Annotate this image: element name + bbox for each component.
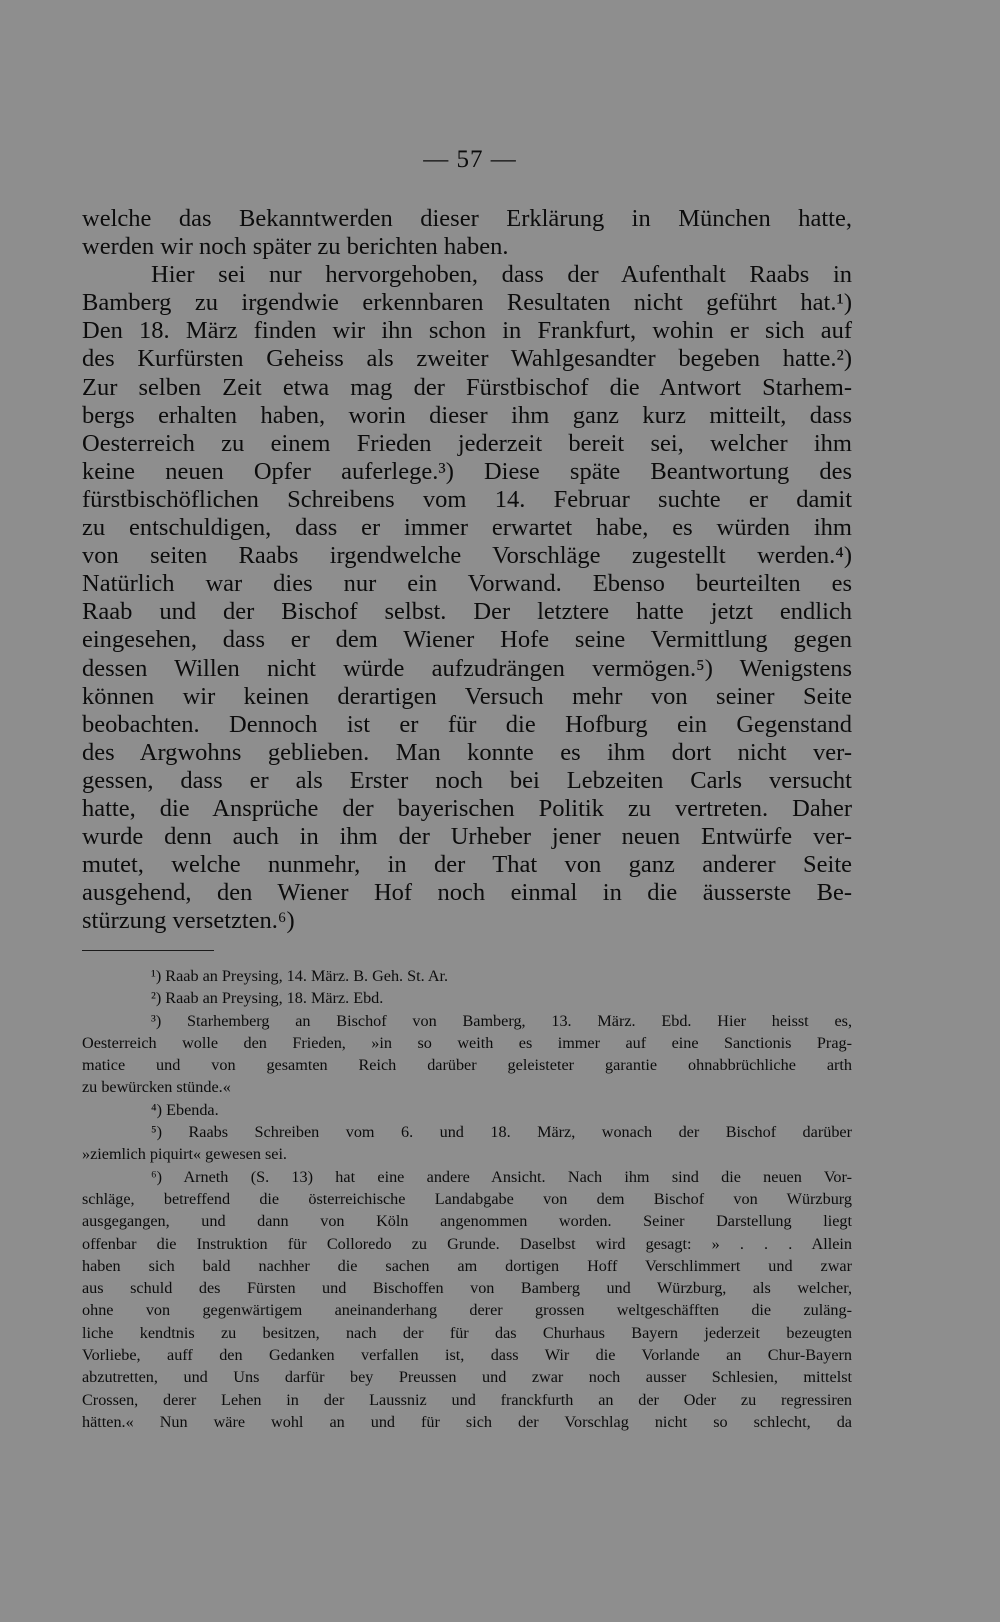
footnote-line: »ziemlich piquirt« gewesen sei. — [82, 1145, 287, 1164]
text-line: zu entschuldigen, dass er immer erwartet habe, es würden ihm — [82, 514, 852, 542]
footnote-line: ⁴) Ebenda. — [151, 1100, 219, 1119]
text-line: des Argwohns geblieben. Man konnte es ihm dort nicht ver- — [82, 738, 852, 766]
text-line: wurde denn auch in ihm der Urheber jener neuen Entwürfe ver- — [82, 823, 852, 851]
footnote-line: ausgegangen, und dann von Köln angenommen worden. Seiner Darstellung liegt — [82, 1212, 852, 1231]
text-line: dessen Willen nicht würde aufzudrängen vermögen.⁵) Wenigstens — [82, 654, 852, 682]
footnote-line: haben sich bald nachher die sachen am dortigen Hoff Verschlimmert und zwar — [82, 1256, 852, 1275]
footnote-line: schläge, betreffend die österreichische Landabgabe von dem Bischof von Würzburg — [82, 1189, 852, 1208]
main-text — [82, 205, 852, 935]
footnote-line: liche kendtnis zu besitzen, nach der für das Churhaus Bayern jederzeit bezeugten — [82, 1323, 852, 1342]
text-line: Zur selben Zeit etwa mag der Fürstbischof die Antwort Starhem- — [82, 373, 852, 401]
text-line: fürstbischöflichen Schreibens vom 14. Februar suchte er damit — [82, 485, 852, 513]
text-line: werden wir noch später zu berichten haben. — [82, 233, 509, 261]
footnote-line: zu bewürcken stünde.« — [82, 1078, 231, 1097]
text-line: Den 18. März finden wir ihn schon in Frankfurt, wohin er sich auf — [82, 317, 852, 345]
footnote-line: Crossen, derer Lehen in der Laussniz und franckfurth an der Oder zu regressiren — [82, 1390, 852, 1409]
footnote-line: ³) Starhemberg an Bischof von Bamberg, 13. März. Ebd. Hier heisst es, — [151, 1011, 852, 1030]
text-line: eingesehen, dass er dem Wiener Hofe seine Vermittlung gegen — [82, 626, 852, 654]
footnote-divider — [82, 950, 214, 951]
footnotes — [82, 965, 852, 1433]
text-line: Bamberg zu irgendwie erkennbaren Resultaten nicht geführt hat.¹) — [82, 289, 852, 317]
text-line: Raab und der Bischof selbst. Der letztere hatte jetzt endlich — [82, 598, 852, 626]
footnote-line: ¹) Raab an Preysing, 14. März. B. Geh. St. Ar. — [151, 967, 449, 985]
text-line: von seiten Raabs irgendwelche Vorschläge zugestellt werden.⁴) — [82, 542, 852, 570]
footnote-line: ⁵) Raabs Schreiben vom 6. und 18. März, wonach der Bischof darüber — [151, 1123, 852, 1142]
text-line: keine neuen Opfer auferlege.³) Diese späte Beantwortung des — [82, 457, 852, 485]
text-line: ausgehend, den Wiener Hof noch einmal in die äusserste Be- — [82, 879, 852, 907]
footnote-line: ⁶) Arneth (S. 13) hat eine andere Ansicht. Nach ihm sind die neuen Vor- — [151, 1167, 852, 1186]
footnote-line: aus schuld des Fürsten und Bischoffen von Bamberg und Würzburg, als welcher, — [82, 1279, 852, 1298]
text-line: des Kurfürsten Geheiss als zweiter Wahlgesandter begeben hatte.²) — [82, 345, 852, 373]
text-line: Oesterreich zu einem Frieden jederzeit bereit sei, welcher ihm — [82, 429, 852, 457]
text-line: hatte, die Ansprüche der bayerischen Politik zu vertreten. Daher — [82, 794, 852, 822]
text-line: Hier sei nur hervorgehoben, dass der Aufenthalt Raabs in — [151, 261, 852, 289]
text-line: gessen, dass er als Erster noch bei Lebzeiten Carls versucht — [82, 766, 852, 794]
text-line: stürzung versetzten.⁶) — [82, 907, 295, 935]
text-line: bergs erhalten haben, worin dieser ihm ganz kurz mitteilt, dass — [82, 401, 852, 429]
text-line: beobachten. Dennoch ist er für die Hofburg ein Gegenstand — [82, 710, 852, 738]
footnote-line: ²) Raab an Preysing, 18. März. Ebd. — [151, 989, 384, 1008]
footnote-line: abzutretten, und Uns darfür bey Preussen und zwar noch ausser Schlesien, mittelst — [82, 1368, 852, 1387]
footnote-line: ohne von gegenwärtigem aneinanderhang derer grossen weltgeschäfften die zuläng- — [82, 1301, 852, 1320]
text-line: mutet, welche nunmehr, in der That von ganz anderer Seite — [82, 851, 852, 879]
text-line: welche das Bekanntwerden dieser Erklärung in München hatte, — [82, 205, 852, 232]
footnote-line: Vorliebe, auff den Gedanken verfallen ist, dass Wir die Vorlande an Chur-Bayern — [82, 1346, 852, 1365]
footnote-line: matice und von gesamten Reich darüber geleisteter garantie ohnabbrüchliche arth — [82, 1056, 852, 1075]
text-line: können wir keinen derartigen Versuch mehr von seiner Seite — [82, 682, 852, 710]
page-number: — 57 — — [423, 146, 517, 173]
text-line: Natürlich war dies nur ein Vorwand. Ebenso beurteilten es — [82, 570, 852, 598]
footnote-line: offenbar die Instruktion für Colloredo zu Grunde. Daselbst wird gesagt: » . . . Allein — [82, 1234, 852, 1253]
footnote-line: hätten.« Nun wäre wohl an und für sich der Vorschlag nicht so schlecht, da — [82, 1412, 852, 1431]
footnote-line: Oesterreich wolle den Frieden, »in so weith es immer auf eine Sanctionis Prag- — [82, 1033, 852, 1052]
